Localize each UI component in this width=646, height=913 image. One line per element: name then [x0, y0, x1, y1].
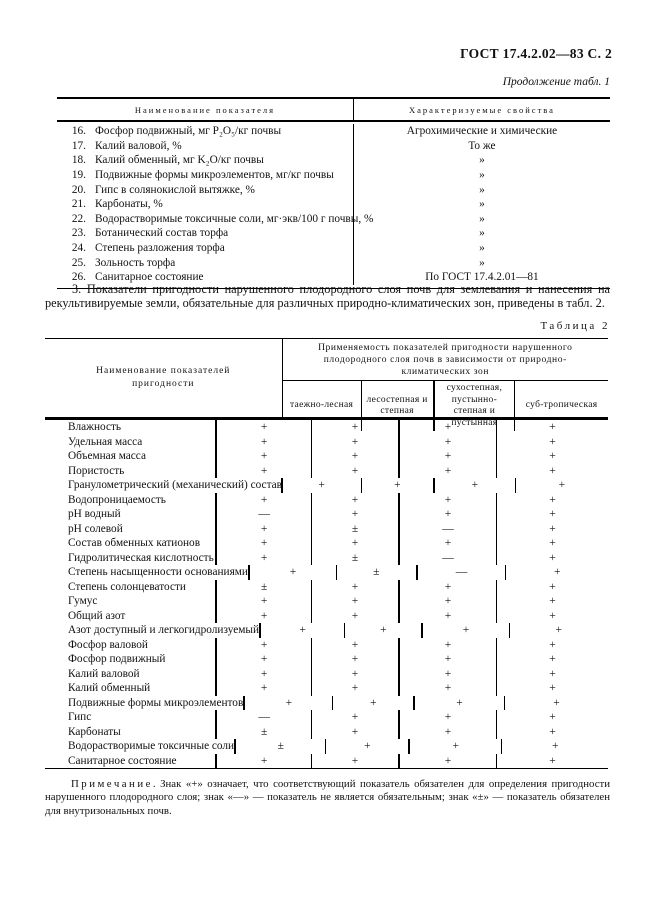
characterized-property-cell: По ГОСТ 17.4.2.01—81	[425, 271, 539, 284]
applicability-mark: +	[549, 609, 556, 622]
applicability-mark: +	[217, 420, 312, 435]
table2-row	[45, 420, 608, 435]
applicability-mark: +	[549, 653, 556, 666]
table1-row	[57, 197, 610, 212]
applicability-mark: +	[400, 449, 497, 464]
suitability-indicator-name: Степень насыщенности основаниями	[45, 565, 250, 580]
applicability-mark: +	[312, 493, 400, 508]
indicator-name: Калий валовой, %	[95, 139, 182, 152]
table2-row	[45, 493, 608, 508]
applicability-mark: +	[555, 624, 563, 637]
table1-header-row	[57, 99, 610, 122]
applicability-mark: +	[312, 420, 400, 435]
applicability-mark: —	[217, 507, 312, 522]
characterized-property-cell: »	[479, 227, 485, 240]
table2-row	[45, 478, 608, 493]
paragraph-3: 3. Показатели пригодности нарушенного плодородного слоя почв для землевания и нанесения на рекультивируемые земли, обязательные для различных природно-климатических зон, приведены в табл. 2.	[45, 282, 610, 311]
characterized-property-cell: »	[479, 198, 485, 211]
suitability-indicator-name: Санитарное состояние	[45, 754, 217, 769]
note-label: Примечание	[71, 778, 153, 790]
indicator-number: 16.	[71, 125, 86, 138]
characterized-property-cell: Агрохимические и химические	[406, 125, 558, 138]
table2-row	[45, 565, 608, 580]
applicability-mark: +	[217, 449, 312, 464]
applicability-mark: +	[217, 594, 312, 609]
applicability-mark: +	[261, 623, 345, 638]
applicability-mark: +	[400, 435, 497, 450]
table2-row	[45, 638, 608, 653]
zone-header-cell: таежно-лесная	[283, 381, 362, 431]
applicability-mark: +	[549, 450, 556, 463]
applicability-mark: +	[217, 536, 312, 551]
indicator-name: Калий обменный, мг K₂O/кг почвы	[95, 154, 264, 167]
indicator-name: Степень разложения торфа	[95, 242, 225, 255]
indicator-name: Водорастворимые токсичные соли, мг·экв/100 г почвы, %	[95, 212, 374, 225]
table1-row	[57, 124, 610, 139]
applicability-mark: +	[217, 435, 312, 450]
table2-row	[45, 551, 608, 566]
applicability-mark: +	[283, 478, 362, 493]
table2-row	[45, 739, 608, 754]
table2-row	[45, 754, 608, 769]
characterized-property-cell: »	[479, 169, 485, 182]
table1-row	[57, 182, 610, 197]
indicator-number: 24.	[71, 242, 86, 255]
applicability-mark: +	[549, 725, 556, 738]
applicability-mark: +	[312, 609, 400, 624]
table1-caption: Продолжение табл. 1	[502, 76, 610, 88]
table1-row	[57, 255, 610, 270]
applicability-mark: —	[400, 551, 497, 566]
applicability-mark: +	[549, 508, 556, 521]
applicability-mark: +	[312, 449, 400, 464]
applicability-mark: +	[400, 638, 497, 653]
applicability-mark: +	[217, 754, 312, 769]
table2-row	[45, 623, 608, 638]
indicator-name: Зольность торфа	[95, 256, 176, 269]
suitability-indicator-name: Гранулометрический (механический) состав	[45, 478, 283, 493]
indicator-name-cell	[57, 124, 354, 139]
suitability-indicator-name: Гумус	[45, 594, 217, 609]
indicator-number: 23.	[71, 227, 86, 240]
applicability-mark: +	[549, 580, 556, 593]
applicability-mark: ±	[312, 522, 400, 537]
applicability-mark: +	[217, 681, 312, 696]
applicability-mark: +	[549, 754, 556, 767]
table2-row	[45, 652, 608, 667]
table2-row	[45, 696, 608, 711]
table1-row	[57, 241, 610, 256]
applicability-mark: +	[312, 725, 400, 740]
indicator-name-cell	[57, 168, 354, 183]
applicability-mark: +	[410, 739, 502, 754]
applicability-mark: +	[549, 435, 556, 448]
suitability-indicator-name: Степень солонцеватости	[45, 580, 217, 595]
applicability-mark: —	[418, 565, 507, 580]
suitability-indicator-name: Объемная масса	[45, 449, 217, 464]
applicability-mark: +	[400, 594, 497, 609]
table1-row	[57, 139, 610, 154]
applicability-mark: +	[400, 754, 497, 769]
applicability-mark: ±	[217, 725, 312, 740]
applicability-mark: +	[333, 696, 415, 711]
table2-row	[45, 725, 608, 740]
applicability-mark: +	[217, 493, 312, 508]
applicability-mark: +	[400, 710, 497, 725]
applicability-mark: +	[217, 522, 312, 537]
indicator-name-cell	[57, 255, 354, 270]
suitability-indicator-name: Удельная масса	[45, 435, 217, 450]
table2-row	[45, 507, 608, 522]
applicability-mark: +	[549, 522, 556, 535]
table2-row	[45, 594, 608, 609]
indicator-number: 19.	[71, 169, 86, 182]
suitability-indicator-name: Фосфор подвижный	[45, 652, 217, 667]
characterized-property-cell: »	[479, 242, 485, 255]
indicator-name-cell	[57, 197, 354, 212]
suitability-indicator-name: Подвижные формы микроэлементов	[45, 696, 245, 711]
table2-caption: Таблица 2	[540, 320, 610, 332]
indicator-name-cell	[57, 139, 354, 154]
applicability-mark: +	[217, 652, 312, 667]
applicability-mark: +	[553, 566, 561, 579]
indicator-number: 21.	[71, 198, 86, 211]
table2-row	[45, 522, 608, 537]
applicability-mark: ±	[312, 551, 400, 566]
suitability-indicator-name: Пористость	[45, 464, 217, 479]
indicator-name: Фосфор подвижный, мг P₂O₅/кг почвы	[95, 125, 282, 138]
indicator-name-cell	[57, 212, 374, 227]
applicability-mark: +	[400, 652, 497, 667]
indicator-name: Карбонаты, %	[95, 198, 163, 211]
applicability-mark: +	[549, 638, 556, 651]
applicability-mark: —	[217, 710, 312, 725]
indicator-number: 18.	[71, 154, 86, 167]
applicability-mark: +	[400, 507, 497, 522]
characterized-property-cell: »	[479, 154, 485, 167]
table2-body	[45, 420, 608, 769]
indicator-number: 26.	[71, 271, 86, 284]
suitability-indicator-name: Калий валовой	[45, 667, 217, 682]
indicator-name-cell	[57, 182, 354, 197]
table2-row	[45, 681, 608, 696]
table1-col1-header: Наименование показателя	[57, 99, 354, 120]
indicator-number: 22.	[71, 212, 86, 225]
applicability-mark: +	[312, 652, 400, 667]
applicability-mark: ±	[217, 580, 312, 595]
applicability-mark: +	[217, 609, 312, 624]
table2-row	[45, 667, 608, 682]
applicability-mark: +	[549, 551, 556, 564]
zone-header-cell: лесостепная и степная	[362, 381, 435, 431]
table2-span-header: Применяемость показателей пригодности нарушенного плодородного слоя почв в зависимости от природно-климатических зон	[283, 339, 608, 381]
applicability-mark: +	[549, 421, 556, 434]
applicability-mark: +	[549, 711, 556, 724]
table1-row	[57, 168, 610, 183]
applicability-mark: +	[326, 739, 410, 754]
suitability-indicator-name: Гипс	[45, 710, 217, 725]
indicator-name-cell	[57, 153, 354, 168]
characterized-property-cell: То же	[468, 139, 496, 152]
table1-row	[57, 153, 610, 168]
suitability-indicator-name: Водопроницаемость	[45, 493, 217, 508]
applicability-mark: +	[312, 435, 400, 450]
suitability-indicator-name: Влажность	[45, 420, 217, 435]
table1-row	[57, 226, 610, 241]
applicability-mark: +	[549, 595, 556, 608]
table2-row	[45, 464, 608, 479]
indicator-name-cell	[57, 226, 354, 241]
applicability-mark: +	[400, 420, 497, 435]
applicability-mark: +	[400, 580, 497, 595]
indicator-name: Гипс в солянокислой вытяжке, %	[95, 183, 255, 196]
applicability-mark: +	[245, 696, 333, 711]
applicability-mark: +	[400, 609, 497, 624]
applicability-mark: +	[423, 623, 509, 638]
applicability-mark: +	[551, 740, 559, 753]
applicability-mark: +	[217, 667, 312, 682]
suitability-indicator-name: pH водный	[45, 507, 217, 522]
applicability-mark: ±	[236, 739, 326, 754]
applicability-mark: +	[553, 696, 560, 709]
applicability-mark: +	[312, 594, 400, 609]
applicability-mark: +	[217, 464, 312, 479]
table1-col2-header: Характеризуемые свойства	[408, 105, 555, 115]
indicator-number: 20.	[71, 183, 86, 196]
table2-row	[45, 435, 608, 450]
applicability-mark: +	[435, 478, 516, 493]
table2-row	[45, 580, 608, 595]
applicability-mark: +	[400, 681, 497, 696]
suitability-indicator-name: Карбонаты	[45, 725, 217, 740]
characterized-property-cell: »	[479, 183, 485, 196]
applicability-mark: +	[558, 479, 566, 492]
applicability-mark: +	[400, 667, 497, 682]
table2-row	[45, 710, 608, 725]
applicability-mark: ±	[337, 565, 418, 580]
table2-row	[45, 536, 608, 551]
applicability-mark: +	[549, 537, 556, 550]
indicator-name: Подвижные формы микроэлементов, мг/кг почвы	[95, 169, 334, 182]
applicability-mark: —	[400, 522, 497, 537]
applicability-mark: +	[400, 493, 497, 508]
indicator-number: 25.	[71, 256, 86, 269]
applicability-mark: +	[250, 565, 337, 580]
note	[45, 778, 610, 818]
note-text: . Знак «+» означает, что соответствующий показатель обязателен для определения пригодности нарушенного плодородного слоя; знак «—» — показатель не является обязательным; знак «±» — показатель обязателен для внутризональных почв.	[45, 778, 610, 817]
indicator-name-cell	[57, 241, 354, 256]
table1-row	[57, 212, 610, 227]
applicability-mark: +	[549, 464, 556, 477]
table2-name-column-header: Наименование показателей пригодности	[45, 339, 283, 417]
table2	[45, 338, 608, 769]
applicability-mark: +	[549, 682, 556, 695]
characterized-property-cell: »	[479, 212, 485, 225]
applicability-mark: +	[400, 536, 497, 551]
indicator-name: Ботанический состав торфа	[95, 227, 229, 240]
applicability-mark: +	[312, 667, 400, 682]
table2-zones-header	[283, 339, 608, 428]
suitability-indicator-name: pH солевой	[45, 522, 217, 537]
characterized-property-cell: »	[479, 256, 485, 269]
indicator-number: 17.	[71, 139, 86, 152]
applicability-mark: +	[312, 580, 400, 595]
zone-header-cell: сухостепная, пустынно-степная и пустынная	[435, 381, 516, 431]
applicability-mark: +	[217, 638, 312, 653]
suitability-indicator-name: Гидролитическая кислотность	[45, 551, 217, 566]
suitability-indicator-name: Фосфор валовой	[45, 638, 217, 653]
applicability-mark: +	[400, 725, 497, 740]
page-header: ГОСТ 17.4.2.02—83 С. 2	[460, 46, 612, 61]
zone-header-cell: суб-тропическая	[525, 400, 598, 411]
applicability-mark: +	[312, 638, 400, 653]
applicability-mark: +	[415, 696, 505, 711]
applicability-mark: +	[549, 493, 556, 506]
suitability-indicator-name: Состав обменных катионов	[45, 536, 217, 551]
table2-row	[45, 449, 608, 464]
applicability-mark: +	[312, 536, 400, 551]
suitability-indicator-name: Азот доступный и легкогидролизуемый	[45, 623, 261, 638]
applicability-mark: +	[312, 710, 400, 725]
applicability-mark: +	[362, 478, 435, 493]
applicability-mark: +	[312, 681, 400, 696]
indicator-name: Санитарное состояние	[95, 271, 204, 284]
suitability-indicator-name: Водорастворимые токсичные соли	[45, 739, 236, 754]
table1-body	[57, 122, 610, 288]
table1	[57, 97, 610, 289]
suitability-indicator-name: Общий азот	[45, 609, 217, 624]
applicability-mark: +	[312, 507, 400, 522]
table2-row	[45, 609, 608, 624]
applicability-mark: +	[217, 551, 312, 566]
applicability-mark: +	[549, 667, 556, 680]
applicability-mark: +	[400, 464, 497, 479]
applicability-mark: +	[312, 754, 400, 769]
applicability-mark: +	[345, 623, 423, 638]
suitability-indicator-name: Калий обменный	[45, 681, 217, 696]
applicability-mark: +	[312, 464, 400, 479]
